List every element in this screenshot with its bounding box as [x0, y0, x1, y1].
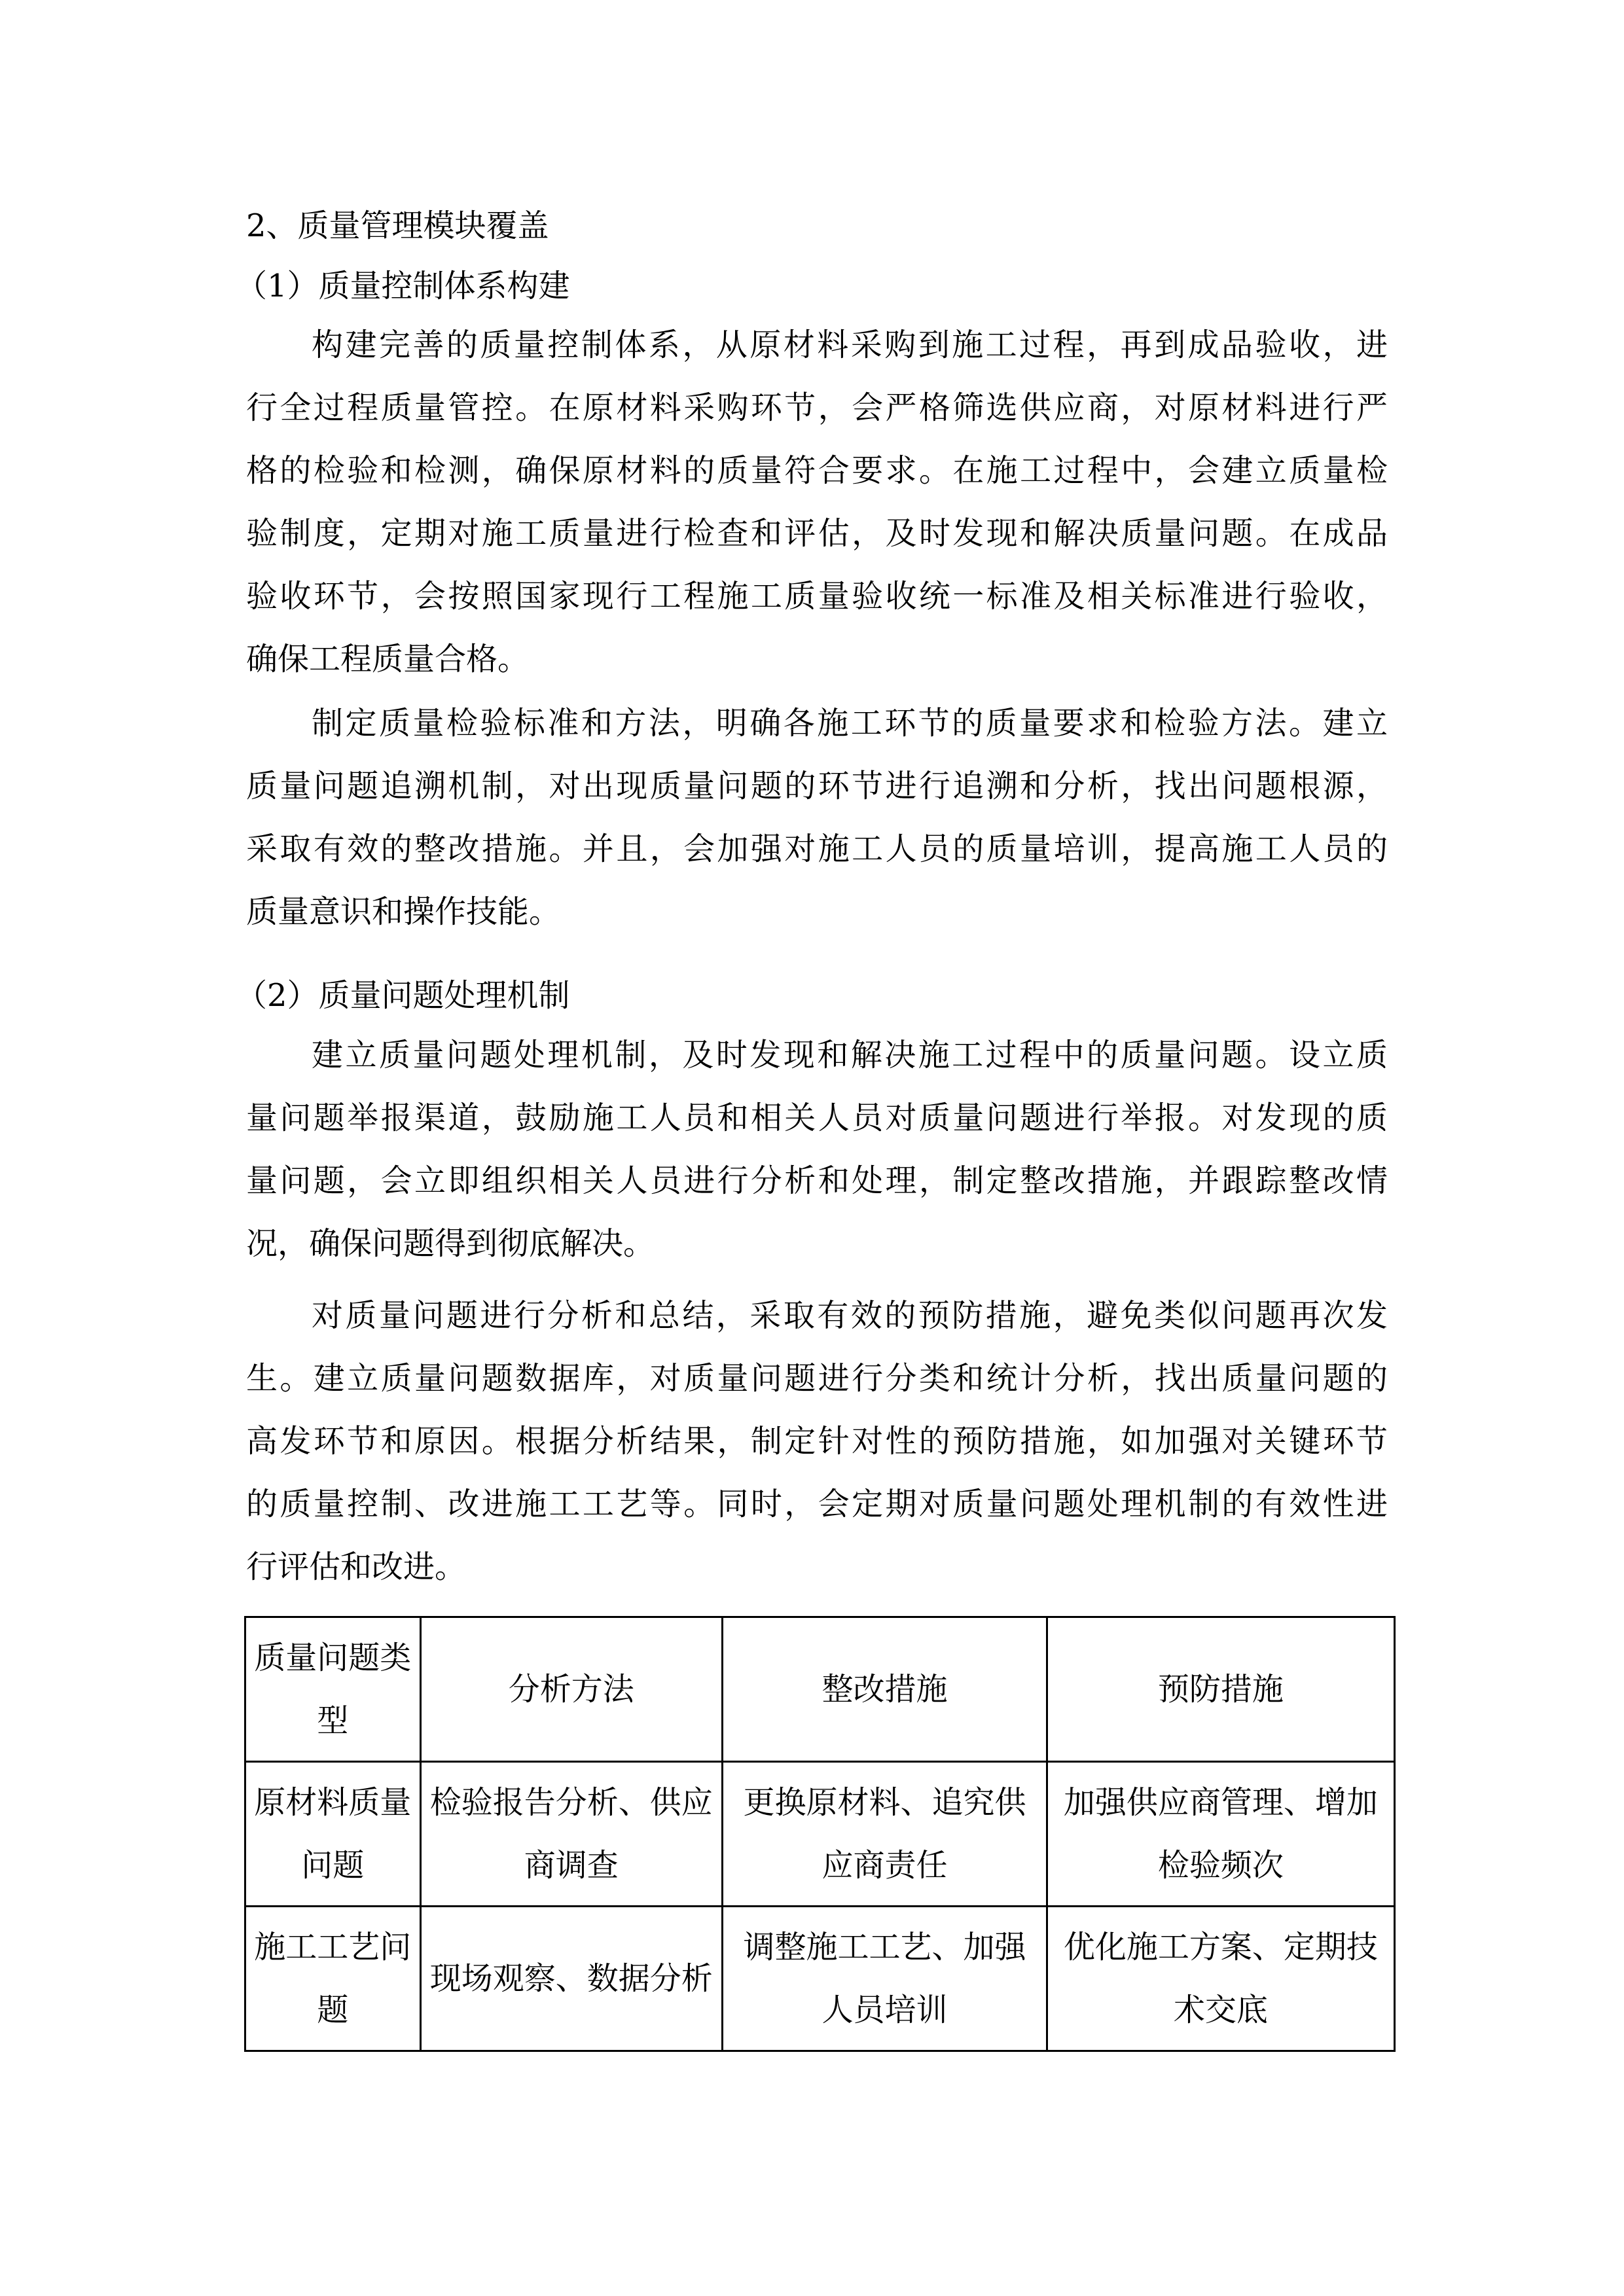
- cell-line: 现场观察、数据分析: [429, 1960, 713, 1997]
- cell-line: 人员培训: [821, 1992, 948, 2028]
- table-header-row: [245, 1617, 1395, 1762]
- paragraph: [246, 1024, 1388, 1275]
- cell-line: 分析方法: [508, 1671, 634, 1708]
- paragraph: [246, 314, 1388, 691]
- paragraph-line: 生。建立质量问题数据库，对质量问题进行分类和统计分析，找出质量问题的: [246, 1360, 1388, 1397]
- subsection-title-1: （1）质量控制体系构建: [236, 268, 570, 304]
- paragraph-line: 制定质量检验标准和方法，明确各施工环节的质量要求和检验方法。建立: [312, 705, 1388, 742]
- cell-line: 施工工艺问: [254, 1929, 412, 1965]
- table-cell: [245, 1907, 421, 2051]
- paragraph-line: 对质量问题进行分析和总结，采取有效的预防措施，避免类似问题再次发: [312, 1297, 1388, 1334]
- subsection-title-2: （2）质量问题处理机制: [236, 977, 570, 1014]
- table-header-cell: [420, 1617, 723, 1762]
- cell-line: 更换原材料、追究供: [743, 1784, 1026, 1821]
- table-cell: [420, 1762, 723, 1907]
- paragraph-line: 高发环节和原因。根据分析结果，制定针对性的预防措施，如加强对关键环节: [246, 1423, 1388, 1460]
- cell-line: 应商责任: [821, 1847, 948, 1884]
- table-cell: [245, 1762, 421, 1907]
- cell-line: 质量问题类: [254, 1640, 412, 1676]
- paragraph-line: 行全过程质量管控。在原材料采购环节，会严格筛选供应商，对原材料进行严: [246, 389, 1388, 426]
- paragraph-line: 验制度，定期对施工质量进行检查和评估，及时发现和解决质量问题。在成品: [246, 515, 1388, 552]
- paragraph-line: 质量问题追溯机制，对出现质量问题的环节进行追溯和分析，找出问题根源，: [246, 768, 1388, 804]
- cell-line: 商调查: [524, 1847, 619, 1884]
- cell-line: 原材料质量: [254, 1784, 412, 1821]
- paragraph-line: 况，确保问题得到彻底解决。: [246, 1225, 655, 1262]
- table-cell: [723, 1762, 1047, 1907]
- section-title: 2、质量管理模块覆盖: [246, 207, 549, 244]
- table-cell: [420, 1907, 723, 2051]
- paragraph: [246, 692, 1388, 943]
- table-row: [245, 1907, 1395, 2051]
- table-header-cell: [1047, 1617, 1394, 1762]
- paragraph-line: 量问题，会立即组织相关人员进行分析和处理，制定整改措施，并跟踪整改情: [246, 1162, 1388, 1199]
- cell-line: 题: [317, 1992, 349, 2028]
- cell-line: 加强供应商管理、增加: [1063, 1784, 1378, 1821]
- table-header-cell: [723, 1617, 1047, 1762]
- cell-line: 术交底: [1173, 1992, 1268, 2028]
- cell-line: 问题: [301, 1847, 365, 1884]
- cell-line: 检验频次: [1157, 1847, 1284, 1884]
- quality-issue-table: [244, 1616, 1396, 2052]
- paragraph-line: 确保工程质量合格。: [246, 641, 530, 677]
- table-header-cell: [245, 1617, 421, 1762]
- cell-line: 检验报告分析、供应: [429, 1784, 713, 1821]
- paragraph-line: 的质量控制、改进施工工艺等。同时，会定期对质量问题处理机制的有效性进: [246, 1486, 1388, 1522]
- paragraph-line: 建立质量问题处理机制，及时发现和解决施工过程中的质量问题。设立质: [312, 1037, 1388, 1073]
- table-cell: [1047, 1762, 1394, 1907]
- paragraph-line: 验收环节，会按照国家现行工程施工质量验收统一标准及相关标准进行验收，: [246, 578, 1388, 615]
- paragraph-line: 质量意识和操作技能。: [246, 893, 561, 930]
- cell-line: 预防措施: [1157, 1671, 1284, 1708]
- paragraph-line: 构建完善的质量控制体系，从原材料采购到施工过程，再到成品验收，进: [312, 327, 1388, 363]
- table-cell: [1047, 1907, 1394, 2051]
- paragraph: [246, 1284, 1388, 1598]
- table-cell: [723, 1907, 1047, 2051]
- paragraph-line: 行评估和改进。: [246, 1549, 467, 1585]
- cell-line: 优化施工方案、定期技: [1063, 1929, 1378, 1965]
- paragraph-line: 采取有效的整改措施。并且，会加强对施工人员的质量培训，提高施工人员的: [246, 831, 1388, 867]
- cell-line: 调整施工工艺、加强: [743, 1929, 1026, 1965]
- paragraph-line: 量问题举报渠道，鼓励施工人员和相关人员对质量问题进行举报。对发现的质: [246, 1100, 1388, 1136]
- cell-line: 整改措施: [821, 1671, 948, 1708]
- cell-line: 型: [317, 1702, 349, 1739]
- paragraph-line: 格的检验和检测，确保原材料的质量符合要求。在施工过程中，会建立质量检: [246, 452, 1388, 489]
- table-row: [245, 1762, 1395, 1907]
